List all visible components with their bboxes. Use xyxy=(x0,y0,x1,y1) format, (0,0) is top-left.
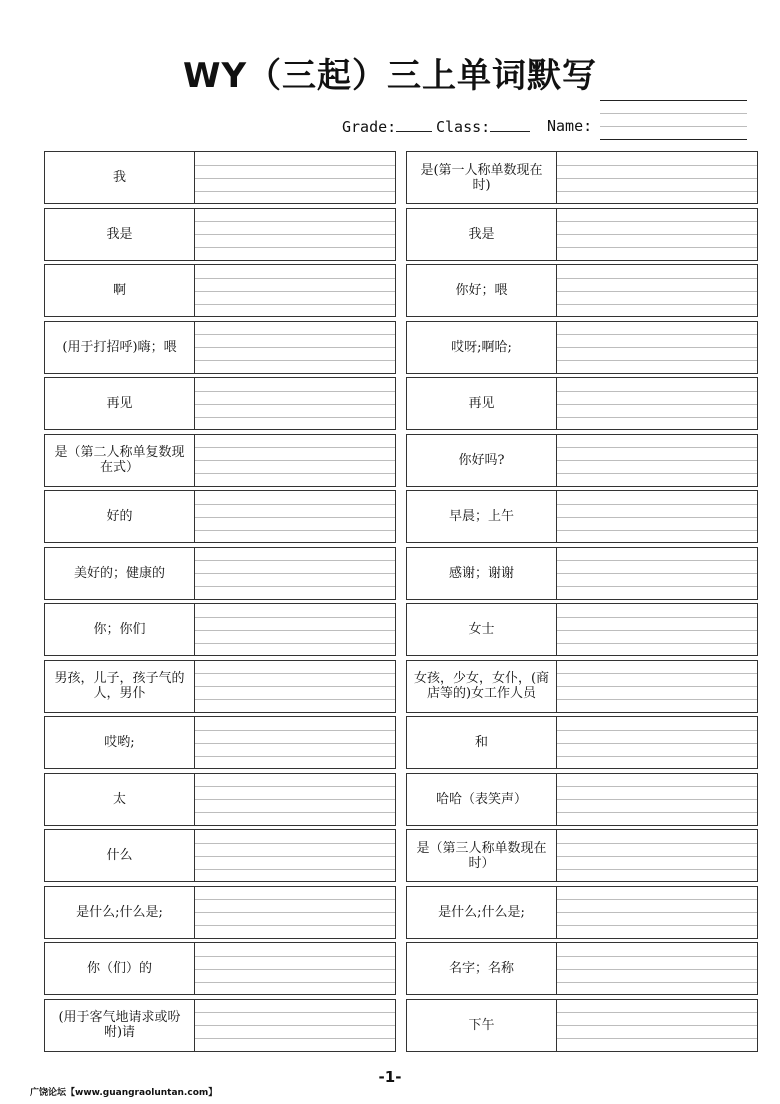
writing-guide-line xyxy=(557,291,757,292)
writing-guide-line xyxy=(195,460,395,461)
word-meaning: 你；你们 xyxy=(44,603,195,656)
writing-guide-line xyxy=(557,221,757,222)
writing-guide-line xyxy=(557,504,757,505)
writing-area[interactable] xyxy=(556,434,758,487)
writing-guide-line xyxy=(195,982,395,983)
writing-guide-line xyxy=(195,799,395,800)
vocabulary-grid xyxy=(44,151,759,1054)
word-meaning: 再见 xyxy=(406,377,557,430)
vocab-row-left xyxy=(44,434,397,487)
writing-guide-line xyxy=(195,291,395,292)
writing-guide-line xyxy=(195,178,395,179)
writing-guide-line xyxy=(195,673,395,674)
writing-area[interactable] xyxy=(556,829,758,882)
word-meaning: 哎呀;啊哈; xyxy=(406,321,557,374)
writing-guide-line xyxy=(557,869,757,870)
word-meaning: 男孩，儿子，孩子气的人，男仆 xyxy=(44,660,195,713)
word-meaning: 我是 xyxy=(406,208,557,261)
writing-guide-line xyxy=(195,756,395,757)
writing-guide-line xyxy=(195,843,395,844)
writing-guide-line xyxy=(557,560,757,561)
word-meaning: (用于打招呼)嗨；喂 xyxy=(44,321,195,374)
writing-guide-line xyxy=(557,925,757,926)
vocab-row-right xyxy=(406,660,759,713)
writing-guide-line xyxy=(195,391,395,392)
writing-guide-line xyxy=(557,165,757,166)
writing-guide-line xyxy=(557,360,757,361)
word-meaning: 女孩，少女，女仆，(商店等的)女工作人员 xyxy=(406,660,557,713)
word-meaning: 是什么;什么是; xyxy=(406,886,557,939)
writing-guide-line xyxy=(557,391,757,392)
writing-guide-line xyxy=(195,812,395,813)
writing-area[interactable] xyxy=(556,490,758,543)
word-meaning: 下午 xyxy=(406,999,557,1052)
writing-guide-line xyxy=(557,234,757,235)
writing-area[interactable] xyxy=(194,829,396,882)
writing-guide-line xyxy=(557,912,757,913)
writing-guide-line xyxy=(557,447,757,448)
writing-guide-line xyxy=(195,560,395,561)
writing-guide-line xyxy=(557,178,757,179)
writing-guide-line xyxy=(195,899,395,900)
writing-guide-line xyxy=(195,586,395,587)
grade-field xyxy=(342,117,432,136)
writing-area[interactable] xyxy=(194,660,396,713)
writing-guide-line xyxy=(557,278,757,279)
writing-guide-line xyxy=(195,234,395,235)
word-meaning: 我 xyxy=(44,151,195,204)
writing-guide-line xyxy=(557,417,757,418)
writing-guide-line xyxy=(557,334,757,335)
writing-guide-line xyxy=(557,899,757,900)
writing-area[interactable] xyxy=(194,999,396,1052)
page-number: -1- xyxy=(378,1068,402,1086)
writing-guide-line xyxy=(557,530,757,531)
word-meaning: 再见 xyxy=(44,377,195,430)
class-label: Class: xyxy=(436,118,491,136)
writing-area[interactable] xyxy=(194,716,396,769)
grade-label: Grade: xyxy=(342,118,397,136)
word-meaning: 感谢；谢谢 xyxy=(406,547,557,600)
writing-guide-line xyxy=(557,969,757,970)
writing-area[interactable] xyxy=(556,773,758,826)
word-meaning: 是（第三人称单数现在时） xyxy=(406,829,557,882)
writing-guide-line xyxy=(557,856,757,857)
vocab-row-right xyxy=(406,886,759,939)
writing-guide-line xyxy=(557,1038,757,1039)
vocab-row-left xyxy=(44,490,397,543)
vocab-row-right xyxy=(406,377,759,430)
vocab-row-right xyxy=(406,547,759,600)
writing-guide-line xyxy=(195,1038,395,1039)
word-meaning: 你好；喂 xyxy=(406,264,557,317)
writing-guide-line xyxy=(557,1012,757,1013)
vocab-row-left xyxy=(44,942,397,995)
writing-guide-line xyxy=(557,743,757,744)
word-meaning: 名字；名称 xyxy=(406,942,557,995)
writing-area[interactable] xyxy=(556,547,758,600)
writing-guide-line xyxy=(557,673,757,674)
vocab-row-right xyxy=(406,434,759,487)
word-meaning: 好的 xyxy=(44,490,195,543)
word-meaning: 哎哟; xyxy=(44,716,195,769)
vocab-row-left xyxy=(44,716,397,769)
writing-guide-line xyxy=(557,630,757,631)
vocab-row-left xyxy=(44,999,397,1052)
word-meaning: (用于客气地请求或吩咐)请 xyxy=(44,999,195,1052)
writing-guide-line xyxy=(195,517,395,518)
writing-guide-line xyxy=(195,643,395,644)
writing-area[interactable] xyxy=(194,321,396,374)
grade-blank[interactable] xyxy=(396,117,432,132)
writing-area[interactable] xyxy=(556,151,758,204)
writing-guide-line xyxy=(195,925,395,926)
writing-guide-line xyxy=(195,165,395,166)
writing-guide-line xyxy=(557,730,757,731)
writing-guide-line xyxy=(557,586,757,587)
writing-guide-line xyxy=(195,221,395,222)
word-meaning: 美好的；健康的 xyxy=(44,547,195,600)
vocab-row-right xyxy=(406,208,759,261)
word-meaning: 哈哈（表笑声） xyxy=(406,773,557,826)
writing-guide-line xyxy=(195,617,395,618)
writing-guide-line xyxy=(557,191,757,192)
writing-guide-line xyxy=(195,473,395,474)
word-meaning: 啊 xyxy=(44,264,195,317)
writing-guide-line xyxy=(557,756,757,757)
writing-guide-line xyxy=(557,812,757,813)
word-meaning: 是(第一人称单数现在时) xyxy=(406,151,557,204)
writing-guide-line xyxy=(557,573,757,574)
writing-area[interactable] xyxy=(194,942,396,995)
vocab-row-left xyxy=(44,264,397,317)
writing-guide-line xyxy=(557,517,757,518)
writing-area[interactable] xyxy=(556,321,758,374)
writing-area[interactable] xyxy=(556,660,758,713)
writing-guide-line xyxy=(557,247,757,248)
vocab-row-right xyxy=(406,151,759,204)
writing-guide-line xyxy=(195,869,395,870)
word-meaning: 我是 xyxy=(44,208,195,261)
writing-area[interactable] xyxy=(556,716,758,769)
word-meaning: 和 xyxy=(406,716,557,769)
writing-guide-line xyxy=(557,699,757,700)
vocab-row-left xyxy=(44,603,397,656)
word-meaning: 什么 xyxy=(44,829,195,882)
writing-area[interactable] xyxy=(556,886,758,939)
vocab-row-left xyxy=(44,321,397,374)
vocab-row-left xyxy=(44,208,397,261)
writing-guide-line xyxy=(195,686,395,687)
vocab-row-right xyxy=(406,264,759,317)
writing-guide-line xyxy=(557,786,757,787)
vocab-row-left xyxy=(44,773,397,826)
writing-guide-line xyxy=(557,473,757,474)
vocab-row-left xyxy=(44,547,397,600)
writing-guide-line xyxy=(557,304,757,305)
word-meaning: 是什么;什么是; xyxy=(44,886,195,939)
class-blank[interactable] xyxy=(490,117,530,132)
vocab-row-right xyxy=(406,716,759,769)
writing-guide-line xyxy=(195,730,395,731)
word-meaning: 女士 xyxy=(406,603,557,656)
word-meaning: 你好吗? xyxy=(406,434,557,487)
writing-guide-line xyxy=(557,617,757,618)
writing-guide-line xyxy=(195,786,395,787)
writing-guide-line xyxy=(195,1012,395,1013)
name-label: Name: xyxy=(547,117,593,135)
writing-guide-line xyxy=(195,304,395,305)
vocab-row-right xyxy=(406,321,759,374)
writing-area[interactable] xyxy=(194,603,396,656)
writing-guide-line xyxy=(195,912,395,913)
writing-guide-line xyxy=(195,969,395,970)
vocab-row-left xyxy=(44,151,397,204)
vocab-row-right xyxy=(406,603,759,656)
writing-guide-line xyxy=(557,404,757,405)
vocab-row-right xyxy=(406,490,759,543)
vocab-row-left xyxy=(44,829,397,882)
writing-guide-line xyxy=(195,347,395,348)
writing-guide-line xyxy=(557,982,757,983)
writing-area[interactable] xyxy=(194,151,396,204)
writing-guide-line xyxy=(195,530,395,531)
writing-area[interactable] xyxy=(194,490,396,543)
writing-area[interactable] xyxy=(194,886,396,939)
name-writing-lines[interactable] xyxy=(600,100,747,140)
writing-guide-line xyxy=(195,573,395,574)
vocab-row-right xyxy=(406,999,759,1052)
writing-guide-line xyxy=(195,504,395,505)
class-field xyxy=(436,117,530,136)
writing-guide-line xyxy=(195,191,395,192)
writing-guide-line xyxy=(557,347,757,348)
writing-guide-line xyxy=(195,1025,395,1026)
page-title: WY（三起）三上单词默写 xyxy=(182,56,598,96)
word-meaning: 早晨；上午 xyxy=(406,490,557,543)
writing-guide-line xyxy=(557,460,757,461)
writing-guide-line xyxy=(195,360,395,361)
writing-guide-line xyxy=(195,447,395,448)
writing-guide-line xyxy=(195,334,395,335)
writing-guide-line xyxy=(557,686,757,687)
writing-guide-line xyxy=(195,278,395,279)
writing-guide-line xyxy=(195,956,395,957)
word-meaning: 你（们）的 xyxy=(44,942,195,995)
writing-area[interactable] xyxy=(194,434,396,487)
writing-guide-line xyxy=(195,743,395,744)
word-meaning: 是（第二人称单复数现在式） xyxy=(44,434,195,487)
footer-credit: 广饶论坛【www.guangraoluntan.com】 xyxy=(30,1088,218,1098)
writing-guide-line xyxy=(195,247,395,248)
writing-guide-line xyxy=(195,630,395,631)
vocab-row-left xyxy=(44,886,397,939)
writing-area[interactable] xyxy=(194,547,396,600)
writing-guide-line xyxy=(195,699,395,700)
writing-area[interactable] xyxy=(556,208,758,261)
writing-guide-line xyxy=(557,1025,757,1026)
writing-guide-line xyxy=(195,417,395,418)
writing-area[interactable] xyxy=(194,377,396,430)
writing-area[interactable] xyxy=(194,208,396,261)
writing-area[interactable] xyxy=(194,773,396,826)
writing-area[interactable] xyxy=(556,999,758,1052)
writing-area[interactable] xyxy=(556,942,758,995)
writing-area[interactable] xyxy=(556,377,758,430)
vocab-row-left xyxy=(44,660,397,713)
writing-guide-line xyxy=(557,956,757,957)
vocab-row-right xyxy=(406,829,759,882)
writing-guide-line xyxy=(557,643,757,644)
writing-guide-line xyxy=(557,799,757,800)
vocab-row-left xyxy=(44,377,397,430)
writing-area[interactable] xyxy=(556,264,758,317)
writing-guide-line xyxy=(557,843,757,844)
writing-area[interactable] xyxy=(194,264,396,317)
writing-guide-line xyxy=(195,404,395,405)
writing-guide-line xyxy=(195,856,395,857)
writing-area[interactable] xyxy=(556,603,758,656)
name-field xyxy=(547,117,592,135)
vocab-row-right xyxy=(406,942,759,995)
vocab-row-right xyxy=(406,773,759,826)
word-meaning: 太 xyxy=(44,773,195,826)
